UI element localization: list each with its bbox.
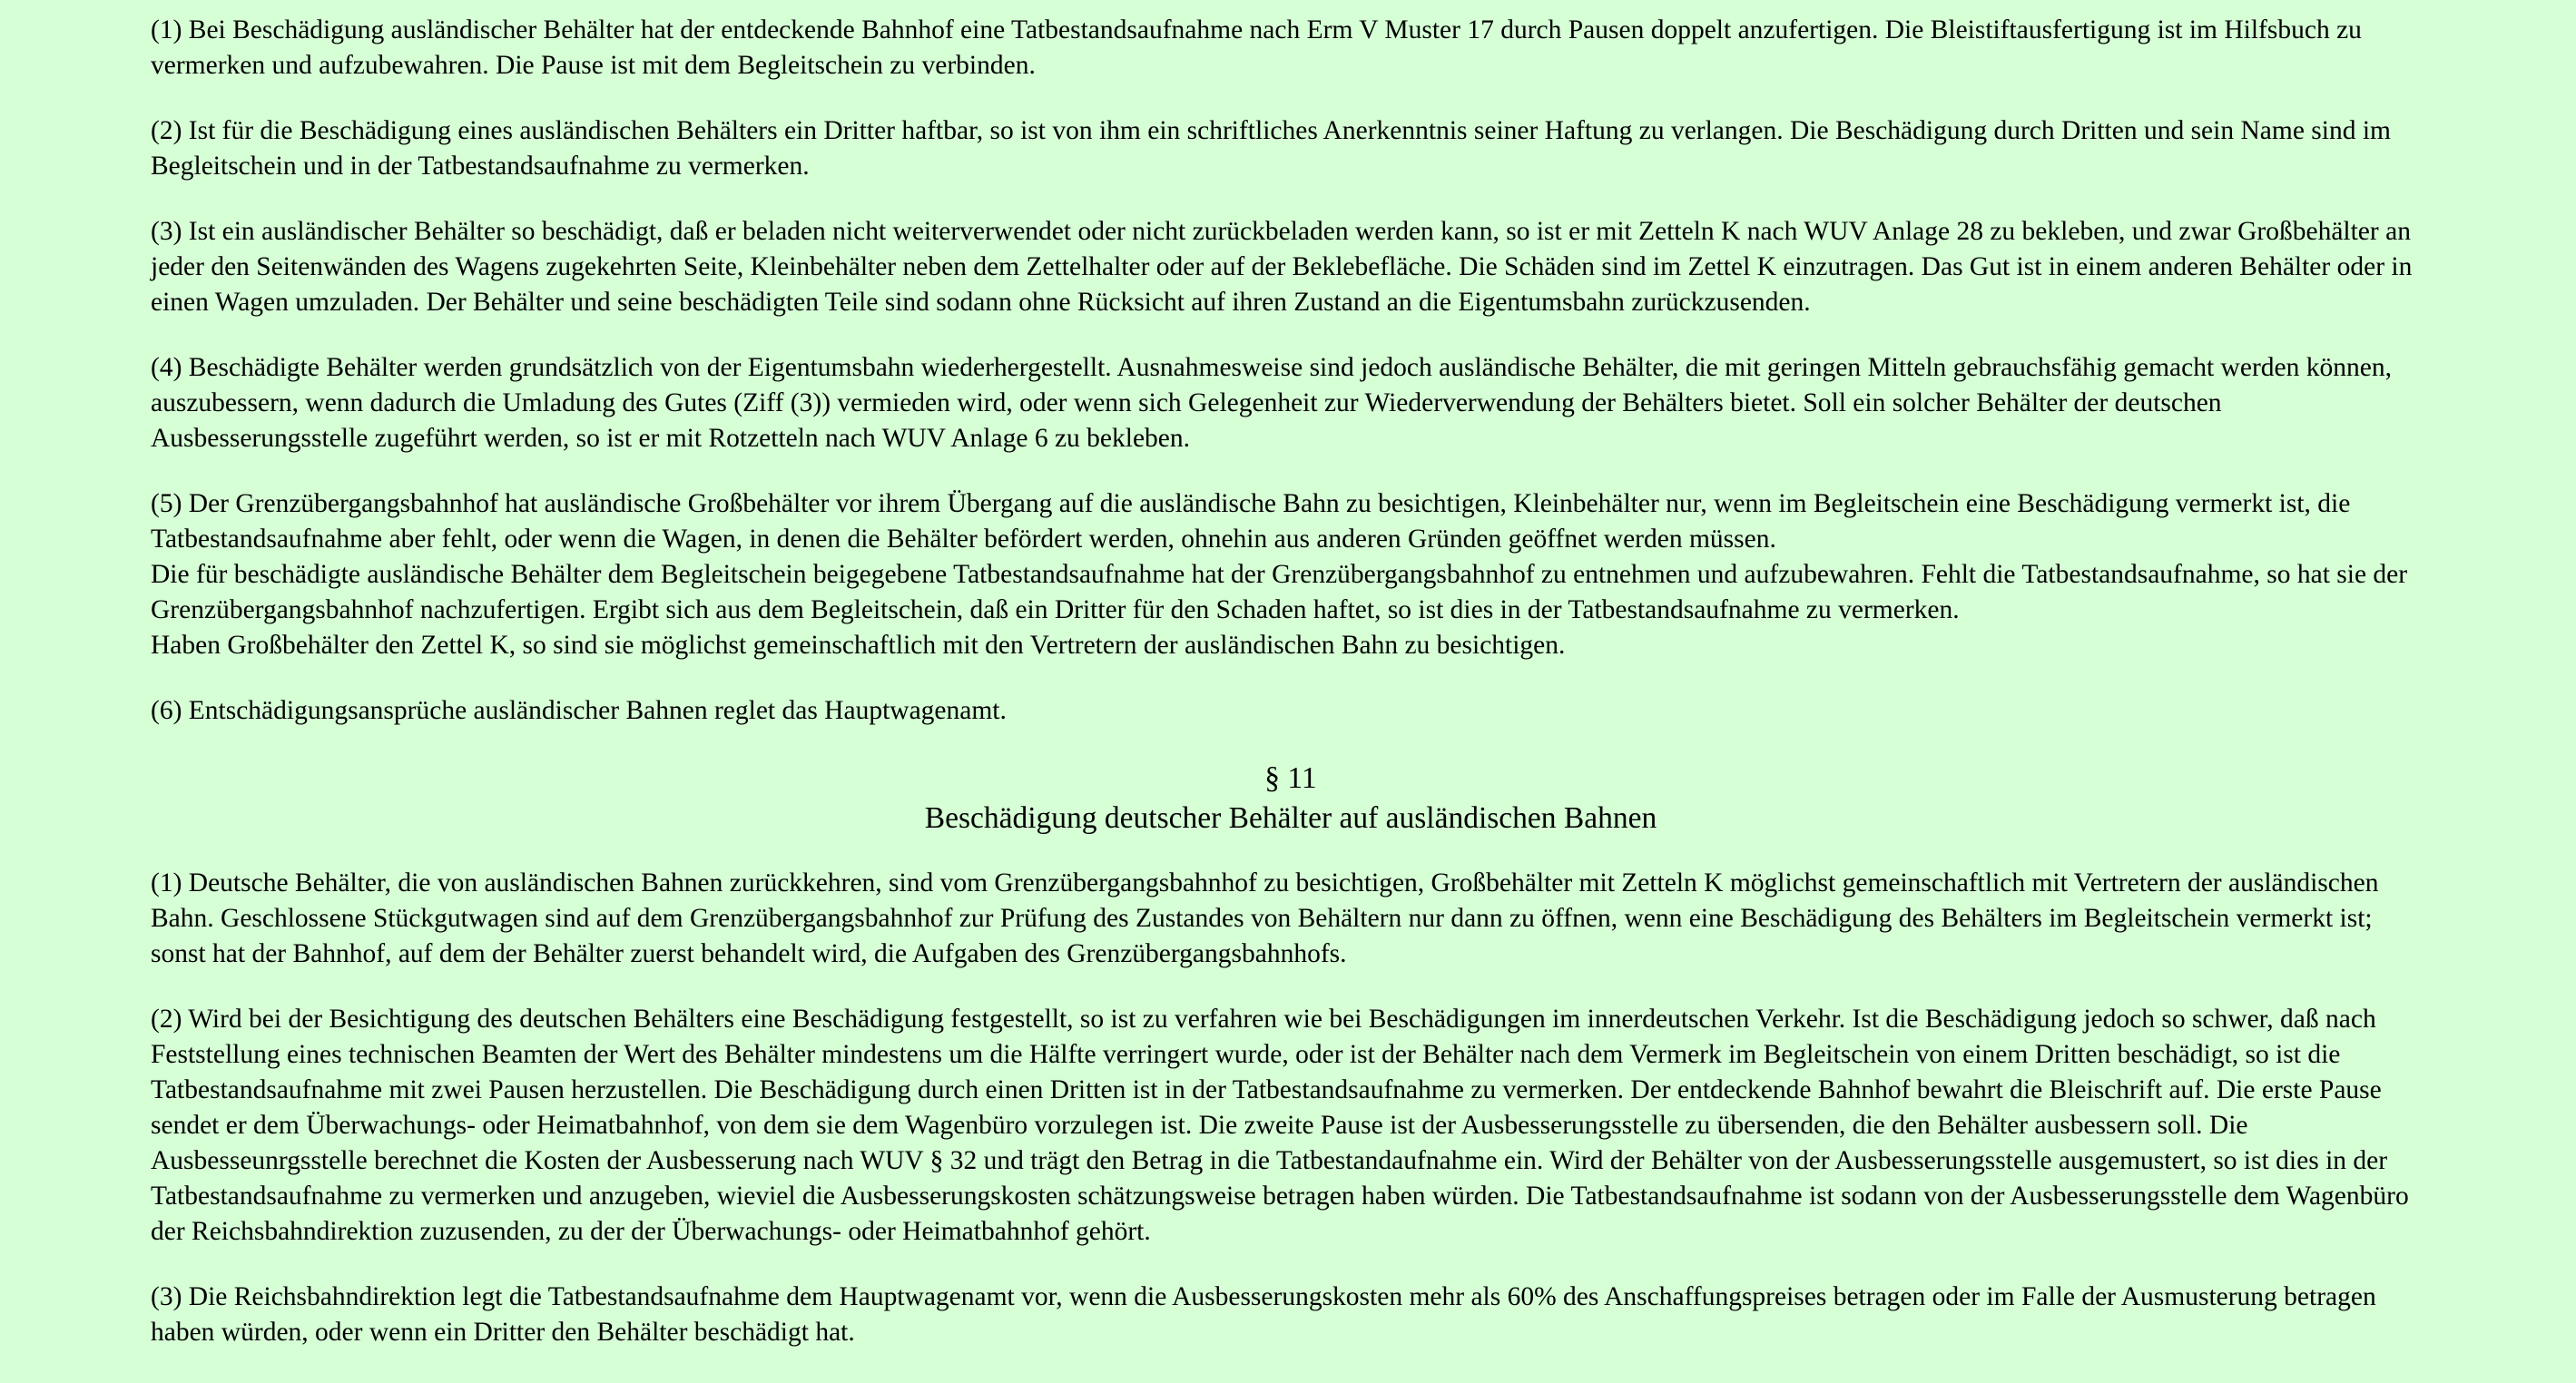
paragraph-s11-3 — [151, 1280, 2431, 1350]
paragraph-s11-2 — [151, 1002, 2431, 1250]
section-title: Beschädigung deutscher Behälter auf ausländischen Bahnen — [924, 801, 1657, 835]
paragraph-s11-1 — [151, 866, 2431, 972]
paragraph-text: (4) Beschädigte Behälter werden grundsätzlich von der Eigentumsbahn wiederhergestellt. Ausnahmesweise sind jedoch ausländische Behälter, die mit geringen Mitteln gebrauchsfähig gemacht werden können, auszubessern, wenn dadurch die Umladung des Gutes (Ziff (3)) vermieden wird, oder wenn sich Gelegenheit zur Wiederverwendung der Behälters bietet. Soll ein solcher Behälter der deutschen Ausbesserungsstelle zugeführt werden, so ist er mit Rotzetteln nach WUV Anlage 6 zu bekleben. — [151, 353, 2392, 453]
paragraph-text: (5) Der Grenzübergangsbahnhof hat ausländische Großbehälter vor ihrem Übergang auf die ausländische Bahn zu besichtigen, Kleinbehälter nur, wenn im Begleitschein eine Beschädigung vermerkt ist, die Tatbestandsaufnahme aber fehlt, oder wenn die Wagen, in denen die Behälter befördert werden, ohnehin aus anderen Gründen geöffnet werden müssen. — [151, 489, 2351, 554]
paragraph-text: (1) Deutsche Behälter, die von ausländischen Bahnen zurückkehren, sind vom Grenzübergangsbahnhof zu besichtigen, Großbehälter mit Zetteln K möglichst gemeinschaftlich mit Vertretern der ausländischen Bahn. Geschlossene Stückgutwagen sind auf dem Grenzübergangsbahnhof zur Prüfung des Zustandes von Behältern nur dann zu öffnen, wenn eine Beschädigung des Behälters im Begleitschein vermerkt ist; sonst hat der Bahnhof, auf dem der Behälter zuerst behandelt wird, die Aufgaben des Grenzübergangsbahnhofs. — [151, 868, 2379, 968]
paragraph-text: Haben Großbehälter den Zettel K, so sind sie möglichst gemeinschaftlich mit den Vertretern der ausländischen Bahn zu besichtigen. — [151, 631, 1566, 660]
paragraph-s10-5 — [151, 486, 2431, 663]
section-heading — [151, 759, 2431, 839]
paragraph-text: Die für beschädigte ausländische Behälter dem Begleitschein beigegebene Tatbestandsaufnahme hat der Grenzübergangsbahnhof zu entnehmen und aufzubewahren. Fehlt die Tatbestandsaufnahme, so hat sie der Grenzübergangsbahnhof nachzufertigen. Ergibt sich aus dem Begleitschein, daß ein Dritter für den Schaden haftet, so ist dies in der Tatbestandsaufnahme zu vermerken. — [151, 560, 2408, 624]
paragraph-s10-4 — [151, 350, 2431, 456]
section-number: § 11 — [1264, 761, 1317, 795]
paragraph-text: (1) Bei Beschädigung ausländischer Behälter hat der entdeckende Bahnhof eine Tatbestandsaufnahme nach Erm V Muster 17 durch Pausen doppelt anzufertigen. Die Bleistiftausfertigung ist im Hilfsbuch zu vermerken und aufzubewahren. Die Pause ist mit dem Begleitschein zu verbinden. — [151, 15, 2362, 80]
paragraph-text: (6) Entschädigungsansprüche ausländischer Bahnen reglet das Hauptwagenamt. — [151, 696, 1007, 725]
paragraph-s10-1 — [151, 13, 2431, 83]
paragraph-s10-6 — [151, 693, 2431, 729]
paragraph-text: (3) Ist ein ausländischer Behälter so beschädigt, daß er beladen nicht weiterverwendet oder nicht zurückbeladen werden kann, so ist er mit Zetteln K nach WUV Anlage 28 zu bekleben, und zwar Großbehälter an jeder den Seitenwänden des Wagens zugekehrten Seite, Kleinbehälter neben dem Zettelhalter oder auf der Beklebefläche. Die Schäden sind im Zettel K einzutragen. Das Gut ist in einem anderen Behälter oder in einen Wagen umzuladen. Der Behälter und seine beschädigten Teile sind sodann ohne Rücksicht auf ihren Zustand an die Eigentumsbahn zurückzusenden. — [151, 217, 2413, 317]
paragraph-text: (2) Wird bei der Besichtigung des deutschen Behälters eine Beschädigung festgestellt, so ist zu verfahren wie bei Beschädigungen im innerdeutschen Verkehr. Ist die Beschädigung jedoch so schwer, daß nach Feststellung eines technischen Beamten der Wert des Behälter mindestens um die Hälfte verringert wurde, oder ist der Behälter nach dem Vermerk im Begleitschein von einem Dritten beschädigt, so ist die Tatbestandsaufnahme mit zwei Pausen herzustellen. Die Beschädigung durch einen Dritten ist in der Tatbestandsaufnahme zu vermerken. Der entdeckende Bahnhof bewahrt die Bleischrift auf. Die erste Pause sendet er dem Überwachungs- oder Heimatbahnhof, von dem sie dem Wagenbüro vorzulegen ist. Die zweite Pause ist der Ausbesserungsstelle zu übersenden, die den Behälter ausbessern soll. Die Ausbesseunrgsstelle berechnet die Kosten der Ausbesserung nach WUV § 32 und trägt den Betrag in die Tatbestandaufnahme ein. Wird der Behälter von der Ausbesserungsstelle ausgemustert, so ist dies in der Tatbestandsaufnahme zu vermerken und anzugeben, wieviel die Ausbesserungskosten schätzungsweise betragen haben würden. Die Tatbestandsaufnahme ist sodann von der Ausbesserungsstelle dem Wagenbüro der Reichsbahndirektion zuzusenden, zu der der Überwachungs- oder Heimatbahnhof gehört. — [151, 1005, 2409, 1246]
paragraph-s10-2 — [151, 113, 2431, 184]
paragraph-text: (2) Ist für die Beschädigung eines ausländischen Behälters ein Dritter haftbar, so ist von ihm ein schriftliches Anerkenntnis seiner Haftung zu verlangen. Die Beschädigung durch Dritten und sein Name sind im Begleitschein und in der Tatbestandsaufnahme zu vermerken. — [151, 116, 2391, 181]
paragraph-s10-3 — [151, 214, 2431, 320]
paragraph-text: (3) Die Reichsbahndirektion legt die Tatbestandsaufnahme dem Hauptwagenamt vor, wenn die Ausbesserungskosten mehr als 60% des Anschaffungspreises betragen oder im Falle der Ausmusterung betragen haben würden, oder wenn ein Dritter den Behälter beschädigt hat. — [151, 1282, 2376, 1347]
